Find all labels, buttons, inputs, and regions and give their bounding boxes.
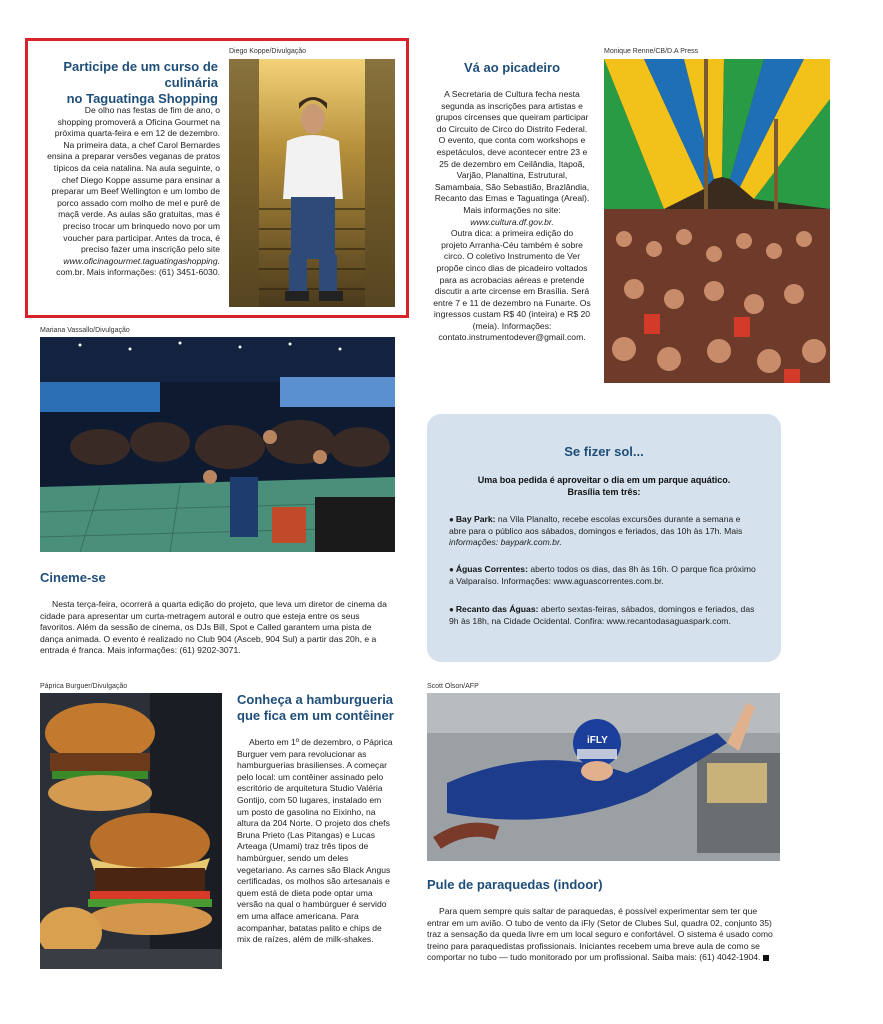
text-line: Burguer vem para revolucionar as [237, 748, 367, 759]
title-line: no Taguatinga Shopping [66, 91, 218, 106]
text-line: circo. O coletivo Instrumento de Ver [443, 251, 581, 262]
photo-credit: Páprica Burguer/Divulgação [40, 683, 128, 690]
circus-photo [604, 59, 830, 383]
text-line: um posto de gasolina no Eixinho, na [237, 806, 376, 817]
text-line: entre 7 e 11 de dezembro na Funarte. Os [433, 297, 591, 308]
sun-box-title: Se fizer sol... [564, 444, 644, 459]
photo-credit: Diego Koppe/Divulgação [229, 48, 307, 55]
burger-photo [40, 693, 222, 969]
text-line: ingressos custam R$ 40 (inteira) e R$ 20 [433, 309, 591, 320]
text-line: propõe cinco dias de picadeiro voltados [436, 262, 588, 273]
text-line: Recanto das Emas e Taguatinga (Areal). [434, 193, 590, 204]
text-line: favoritos. Além da sessão de cinema, os DJs Bill, Spot e Called garantem uma pista de [40, 622, 372, 633]
website-link[interactable]: www.cultura.df.gov.br. [470, 216, 554, 227]
title-line: que fica em um contêiner [237, 708, 394, 723]
title-line: Conheça a hamburgueria [237, 692, 394, 707]
text-line: Bruna Prieto (Las Pitangas) e Lucas [237, 829, 376, 840]
text-line: (meia). Informações: [472, 320, 552, 331]
park-name: Bay Park: [455, 514, 496, 524]
text-line: segunda as inscrições para artistas e [441, 100, 583, 111]
title-line: Participe de um curso de culinária [63, 59, 218, 90]
text-line: Aberto em 1º de dezembro, o Páprica [249, 737, 393, 747]
text-line: Na primeira data, a chef Carol Bernardes [63, 139, 220, 150]
text-line: próxima quarta-feira e em 12 de dezembro. [54, 128, 220, 139]
article-picadeiro-title: Vá ao picadeiro [463, 60, 561, 75]
text-line: pelo local: um contêiner assinado pelo [237, 771, 384, 782]
text-line: do Circuito de Circo do Distrito Federal. [436, 123, 588, 134]
photo-credit: Scott Olson/AFP [427, 683, 479, 690]
text-line: entrar em um avião. O tubo de vento da iFly (Setor de Clubes Sul, quadra 02, conjunto 35) [427, 917, 772, 928]
park-item [449, 604, 769, 627]
photo-credit: Mariana Vassallo/Divulgação [40, 327, 130, 334]
text-line: hamburguerias brasilienses. A começar [237, 760, 387, 771]
text-line: mix de raízes, além de milk-shakes. [237, 934, 374, 945]
text-line: certificadas, os molhos são artesanais e [237, 876, 390, 887]
article-picadeiro-body [430, 89, 594, 344]
park-name: Recanto das Águas: [455, 604, 539, 614]
text-line: Outra dica: a primeira edição do [450, 228, 574, 239]
text-line: shopping promoverá a Oficina Gourmet na [57, 116, 220, 127]
text-line: Mais informações no site: [463, 204, 561, 215]
website-link[interactable]: informações: baypark.com.br. [449, 537, 562, 548]
text-line: cidade para apresentar um curta-metragem autoral e outro que esteja entre os seus [40, 610, 360, 621]
text-line: A Secretaria de Cultura fecha nesta [444, 89, 580, 99]
text-line: preciso fazer uma inscrição pelo site [81, 244, 220, 255]
bullet-icon: ● [449, 515, 454, 524]
text-line: grupos circenses que queiram participar [435, 112, 589, 123]
text-line: vegetariano. As carnes são Black Angus [237, 864, 391, 875]
water-parks-box [427, 414, 781, 662]
intro-line: Brasília tem três: [567, 487, 641, 497]
text-line: porco assado com molho de mel e purê de [57, 197, 220, 208]
text-line: aberto todos os dias, das 8h às 16h. O parque fica próximo [530, 564, 756, 574]
photo-credit: Monique Renne/CB/D.A Press [604, 48, 699, 55]
sun-box-intro [427, 474, 781, 498]
text-line: traz a sensação da queda livre em um local seguro e confortável. O sistema é usado como [427, 929, 773, 940]
helmet-logo: iFLY [587, 735, 608, 746]
text-line: Samambaia, São Sebastião, Brazlândia, [434, 181, 590, 192]
bullet-icon: ● [449, 605, 454, 614]
chef-photo [229, 59, 395, 307]
cinema-photo [40, 337, 395, 552]
skydiving-photo [427, 693, 780, 861]
text-line: Gontijo, com 50 lugares, instalado em [237, 794, 382, 805]
text-line: escritório de arquitetura Studio Valéria [237, 783, 383, 794]
text-line: maçã verde. As aulas são gratuitas, mas é [58, 209, 220, 220]
article-culinaria-title [36, 59, 218, 107]
article-culinaria-body [34, 105, 220, 279]
text-line: quem está de dieta pode optar uma [237, 887, 373, 898]
bullet-icon: ● [449, 565, 454, 574]
website-link[interactable]: a Valparaíso. Informações: www.aguascorrentes.com.br. [449, 575, 664, 586]
article-paraquedas-body [427, 906, 787, 964]
website-link[interactable]: 9h às 18h, na Cidade Ocidental. Confira: www.recantodasaguaspark.com. [449, 615, 731, 626]
text-line: Varjão, Planaltina, Estrutural, [456, 170, 568, 181]
text-line: preparar um Beef Wellington e um lombo de [51, 186, 220, 197]
text-line: 25 de dezembro em Ceilândia, Itapoã, [439, 158, 585, 169]
text-line: Nesta terça-feira, ocorrerá a quarta edição do projeto, que leva um diretor de cinema da [52, 599, 387, 609]
article-cinema-body [40, 599, 400, 657]
park-name: Águas Correntes: [455, 564, 528, 574]
text-line: hambúrguer, sendo um deles [237, 852, 349, 863]
text-line: Arteaga (Umami) traz três tipos de [237, 841, 369, 852]
text-line: Para quem sempre quis saltar de paraquedas, é possível experimentar sem ter que [439, 906, 758, 916]
article-cinema-title: Cineme-se [40, 570, 106, 585]
end-of-article-mark [763, 955, 769, 961]
text-line: ensina a preparar versões veganas de pratos [47, 151, 220, 162]
text-line: comportar no tubo — tudo monitorado por um profissional. Saiba mais: (61) 4042-1904. [427, 952, 761, 963]
text-line: O evento, que conta com workshops e [438, 135, 586, 146]
text-line: dança animada. O evento é realizado no Club 904 (Asceb, 904 Sul) a partir das 20h, e a [40, 633, 377, 644]
article-burger-title [237, 692, 407, 724]
text-line: chef Diego Koppe assume para ensinar a [61, 174, 220, 185]
text-line: entrada é franca. Mais informações: (61) 9202-3071. [40, 645, 241, 656]
text-line: típicos da ceia natalina. Na aula seguinte, o [53, 162, 220, 173]
text-line: aberto sextas-feiras, sábados, domingos e feriados, das [540, 604, 755, 614]
text-line: De olho nas festas de fim de ano, o [84, 105, 220, 115]
text-line: em uma alface americana. Para [237, 910, 359, 921]
park-item [449, 514, 769, 549]
intro-line: Uma boa pedida é aproveitar o dia em um parque aquático. [477, 475, 731, 485]
park-item [449, 564, 769, 587]
text-line: preciso trocar um brinquedo novo por um [62, 220, 220, 231]
text-line: na Vila Planalto, recebe escolas excursões durante a semana e [497, 514, 741, 524]
text-line: discutir a arte circense em Brasília. Será [434, 286, 590, 297]
website-link[interactable]: www.oficinagourmet.taguatingashopping. [63, 255, 220, 266]
text-line: abre para o público aos sábados, domingos e feriados, das 10h às 17h. Mais [449, 525, 743, 536]
text-line: projeto Arranha-Céu também é sobre [441, 239, 583, 250]
text-line: com.br. Mais informações: (61) 3451-6030. [56, 267, 220, 278]
article-burger-body [237, 737, 409, 946]
text-line: acompanhar, batatas palito e chips de [237, 922, 382, 933]
text-line: espetáculos, deve acontecer entre 23 e [436, 146, 588, 157]
text-line: voucher para participar. Antes da troca, é [63, 232, 220, 243]
text-line: treino para paraquedistas profissionais. Iniciantes recebem uma breve aula de como se [427, 940, 760, 951]
text-line: altura da 204 Norte. O projeto dos chefs [237, 818, 390, 829]
text-line: versão na qual o hambúrguer é servido [237, 899, 387, 910]
email-link[interactable]: contato.instrumentodever@gmail.com. [438, 332, 586, 343]
article-paraquedas-title: Pule de paraquedas (indoor) [427, 877, 603, 892]
text-line: para as acrobacias aéreas e pretende [439, 274, 585, 285]
